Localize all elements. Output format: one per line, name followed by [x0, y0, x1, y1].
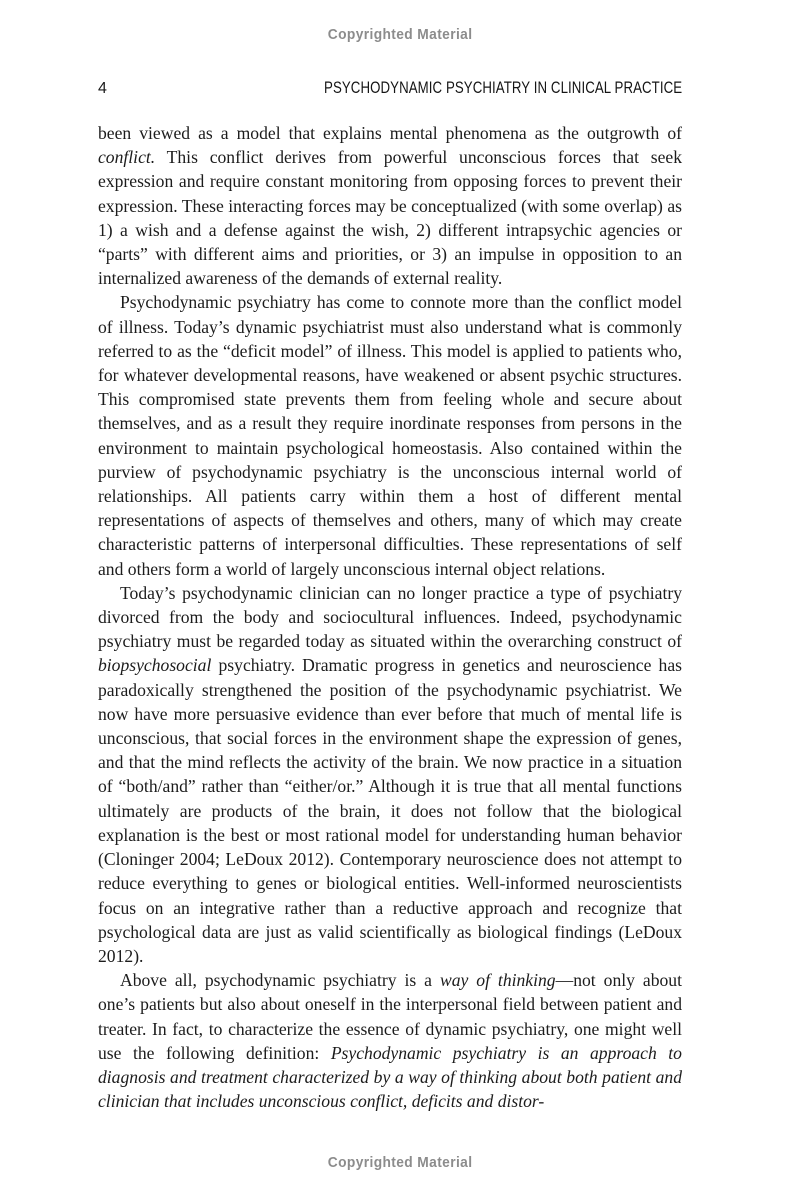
text-run: been viewed as a model that explains mental phenomena as the outgrowth of	[98, 123, 682, 143]
text-run: Today’s psychodynamic clinician can no longer practice a type of psychiatry divorced from the body and sociocultural influences. Indeed, psychodynamic psychiatry must be regarded today as situated within the overarching construct of	[98, 582, 682, 652]
text-run: Psychodynamic psychiatry is an approach to diagnosis and treatment characterized by a way of thinking about both patient and clinician that includes unconscious conflict, deficits and distor-	[98, 1042, 682, 1112]
body-text	[98, 121, 682, 1113]
text-run: —not only about one’s patients but also about oneself in the interpersonal field between patient and treater. In fact, to characterize the essence of dynamic psychiatry, one might well use the following definition:	[98, 970, 682, 1063]
text-run: This conflict derives from powerful unconscious forces that seek expression and require constant monitoring from opposing forces to prevent their expression. These interacting forces may be conceptualized (with some overlap) as 1) a wish and a defense against the wish, 2) different intrapsychic agencies or “parts” with different aims and priorities, or 3) an impulse in opposition to an internalized awareness of the demands of external reality.	[98, 147, 682, 289]
text-run: biopsychosocial	[98, 655, 212, 676]
bottom-copyright-notice	[0, 1154, 800, 1172]
text-run: conflict.	[98, 147, 156, 168]
paragraph	[98, 581, 682, 968]
paragraph	[98, 968, 682, 1113]
page-number: 4	[98, 80, 107, 97]
text-run: psychiatry. Dramatic progress in genetics and neuroscience has paradoxically strengthened the position of the psychodynamic psychiatrist. We now have more persuasive evidence than ever before that much of mental life is unconscious, that social forces in the environment shape the expression of genes, and that the mind reflects the activity of the brain. We now practice in a situation of “both/and” rather than “either/or.” Although it is true that all mental functions ultimately are products of the brain, it does not follow that the biological explanation is the best or most rational model for understanding human behavior (Cloninger 2004; LeDoux 2012). Contemporary neuroscience does not attempt to reduce everything to genes or biological entities. Well-informed neuroscientists focus on an integrative rather than a reductive approach and recognize that psychological data are just as valid scientifically as biological findings (LeDoux 2012).	[98, 655, 682, 966]
top-copyright-notice-label: Copyrighted Material	[327, 27, 473, 43]
page-header	[98, 78, 682, 98]
top-copyright-notice	[0, 26, 800, 44]
text-run: Psychodynamic psychiatry has come to connote more than the conflict model of illness. Today’s dynamic psychiatrist must also understand what is commonly referred to as the “deficit model” of illness. This model is applied to patients who, for whatever developmental reasons, have weakened or absent psychic structures. This compromised state prevents them from feeling whole and secure about themselves, and as a result they require inordinate responses from persons in the environment to maintain psychological homeostasis. Also contained within the purview of psychodynamic psychiatry is the unconscious internal world of relationships. All patients carry within them a host of different mental representations of aspects of themselves and others, many of which may create characteristic patterns of interpersonal difficulties. These representations of self and others form a world of largely unconscious internal object relations.	[98, 292, 682, 579]
running-head-title: PSYCHODYNAMIC PSYCHIATRY IN CLINICAL PRACTICE	[323, 78, 682, 97]
bottom-copyright-notice-label: Copyrighted Material	[327, 1155, 473, 1171]
paragraph	[98, 121, 682, 290]
paragraph	[98, 290, 682, 580]
text-run: Above all, psychodynamic psychiatry is a	[120, 970, 440, 991]
text-run: way of thinking	[439, 970, 556, 991]
